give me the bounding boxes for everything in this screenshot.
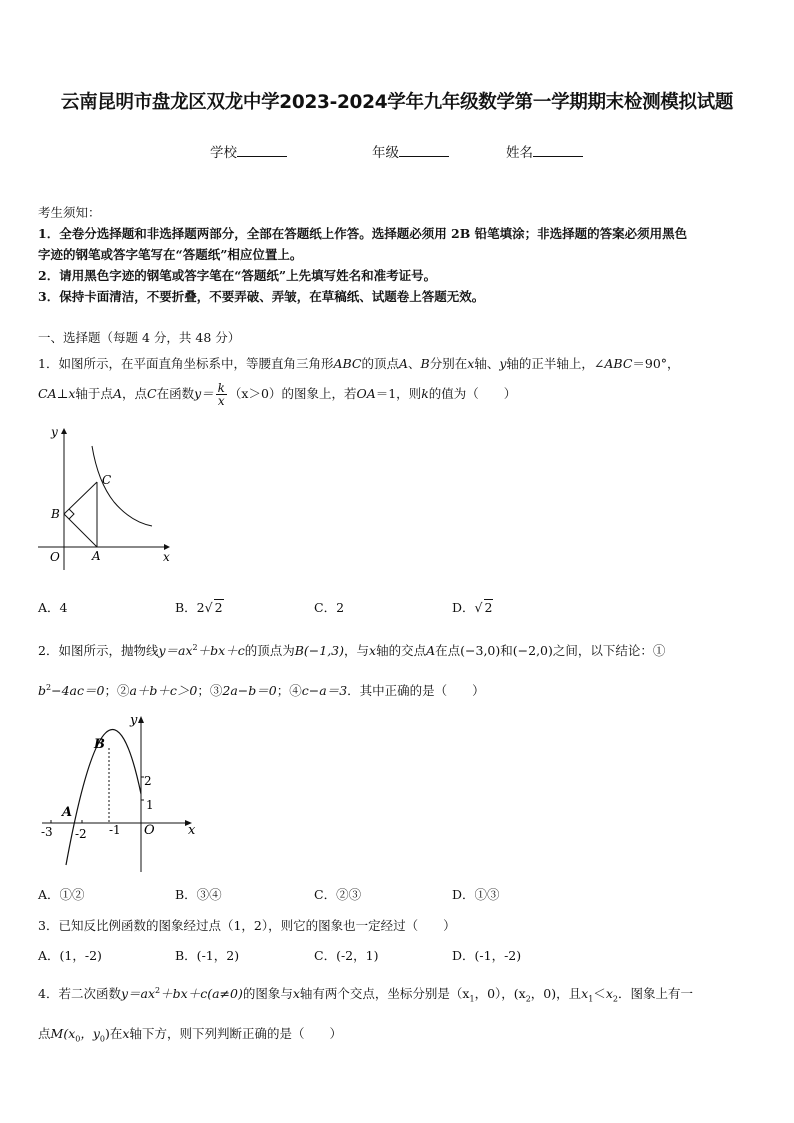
- q1-side-ba: [64, 514, 97, 547]
- q4-sub: 2: [525, 994, 531, 1004]
- q1-angle: ABC: [604, 356, 633, 371]
- q1-point-c: C: [146, 386, 157, 401]
- q1-option-d[interactable]: D．√ 2: [452, 600, 493, 615]
- q1-option-d-prefix: D．: [452, 600, 475, 615]
- q4-text: 轴下方，则下列判断正确的是（ ）: [129, 1026, 342, 1041]
- q2-function-rest: ＋bx＋c: [197, 643, 245, 658]
- q1-line-1: [38, 354, 680, 372]
- q4-text: ＜: [593, 986, 606, 1001]
- school-blank: [237, 143, 287, 157]
- q3-stem: 3．已知反比例函数的图象经过点（1，2），则它的图象也一定经过（ ）: [38, 918, 456, 933]
- q4-function-rest: ＋bx＋c(a≠0): [160, 986, 243, 1001]
- q2-option-b[interactable]: B．③④: [175, 887, 222, 902]
- q1-label-x: x: [163, 550, 170, 564]
- q1-text: 分别在: [429, 356, 468, 371]
- q4-x: x: [122, 1026, 130, 1041]
- q2-option-d[interactable]: D．①③: [452, 887, 500, 902]
- q1-text: ，点: [121, 386, 147, 401]
- q2-expr-4: c−a＝3: [301, 683, 348, 698]
- q2-label-x: x: [188, 823, 196, 838]
- q4-sub: 2: [612, 994, 618, 1004]
- q4-text: ．图象上有一: [617, 986, 693, 1001]
- q1-condition: （x＞0）: [228, 386, 282, 401]
- q2-vertex: B(−1,3): [294, 643, 345, 658]
- q1-text: ⊥: [56, 386, 69, 401]
- q1-text: ＝1，则: [375, 386, 422, 401]
- q4-sub: 0: [75, 1034, 81, 1044]
- q4-coord: (x: [63, 1026, 76, 1041]
- q1-label-o: O: [50, 550, 60, 564]
- q2-text: 和: [500, 643, 513, 658]
- q2-text: ，与: [344, 643, 370, 658]
- q4-x: x: [292, 986, 300, 1001]
- q2-expr-2: a＋b＋c＞0: [129, 683, 198, 698]
- q1-numerator: k: [217, 381, 225, 395]
- q2-line-2: [38, 681, 485, 699]
- page-title: 云南昆明市盘龙区双龙中学2023-2024学年九年级数学第一学期期末检测模拟试题: [60, 92, 734, 113]
- q4-coord: ，y: [80, 1026, 100, 1041]
- q1-option-b[interactable]: B．2√ 2: [175, 600, 223, 615]
- notice-item-2: 2．请用黑色字迹的钢笔或答字笔在“答题纸”上先填写姓名和准考证号。: [38, 268, 437, 283]
- q2-option-a[interactable]: A．①②: [38, 887, 85, 902]
- q2-tick-label-p2: 2: [144, 774, 152, 788]
- q4-function: y＝ax: [120, 986, 156, 1001]
- q4-text: 的图象与: [242, 986, 293, 1001]
- q1-option-a[interactable]: A．4: [38, 600, 68, 615]
- q2-label-a: A: [62, 805, 73, 820]
- q1-label-y: y: [51, 425, 58, 439]
- q4-point-m: M: [50, 1026, 64, 1041]
- q4-line-2: [38, 1024, 342, 1044]
- q1-text: 1．如图所示，在平面直角坐标系中，等腰直角三角形: [38, 356, 334, 371]
- q4-text: 4．若二次函数: [38, 986, 121, 1001]
- school-field: [210, 141, 287, 161]
- q2-figure: [36, 710, 206, 875]
- q1-option-b-prefix: B．2: [175, 600, 205, 615]
- notice-heading: 考生须知：: [38, 205, 101, 220]
- q1-y: y: [499, 356, 507, 371]
- q4-x2: x: [605, 986, 613, 1001]
- q1-oa: OA: [356, 386, 376, 401]
- q2-y-arrow: [138, 716, 144, 723]
- q2-label-b: B: [94, 737, 105, 752]
- q4-text: 在: [109, 1026, 123, 1041]
- q4-sub: 1: [469, 994, 475, 1004]
- q1-x: x: [467, 356, 475, 371]
- q2-expr-b: b: [38, 683, 47, 698]
- grade-blank: [399, 143, 449, 157]
- q3-option-c[interactable]: C．(-2，1): [314, 948, 379, 963]
- q2-point-1: (−3,0): [460, 643, 501, 658]
- q2-text: ；②: [104, 683, 130, 698]
- q1-label-b: B: [51, 507, 60, 521]
- q2-text: ；③: [197, 683, 223, 698]
- q2-text: 的顶点为: [244, 643, 295, 658]
- grade-label: 年级: [372, 145, 399, 161]
- q4-text: ，0），(x: [474, 986, 526, 1001]
- q4-sub: 0: [99, 1034, 106, 1044]
- q2-exponent: 2: [192, 642, 198, 652]
- q2-tick-label-m1: -1: [109, 823, 121, 837]
- notice-item-1: 1．全卷分选择题和非选择题两部分，全部在答题纸上作答。选择题必须用 2B 铅笔填涂；非选择题的答案必须用黑色: [38, 226, 688, 241]
- q4-text: 轴有两个交点，坐标分别是（x: [299, 986, 470, 1001]
- q2-function: y＝ax: [158, 643, 193, 658]
- q4-sub: 1: [588, 994, 594, 1004]
- q2-text: ．其中正确的是（ ）: [347, 683, 485, 698]
- q1-text: 在函数: [156, 386, 195, 401]
- q1-text: 的图象上，若: [281, 386, 357, 401]
- q1-label-c: C: [102, 473, 112, 487]
- q3-option-b[interactable]: B．(-1，2): [175, 948, 240, 963]
- q1-y-arrow: [61, 428, 67, 434]
- q1-text: 轴、: [474, 356, 500, 371]
- q2-text: ；④: [276, 683, 302, 698]
- q2-label-y: y: [130, 713, 138, 728]
- q1-fraction: [216, 382, 227, 407]
- q2-tick-label-p1: 1: [146, 798, 154, 812]
- q4-text: ，0)，且: [530, 986, 582, 1001]
- q3-option-d[interactable]: D．(-1，-2): [452, 948, 522, 963]
- q1-text: 轴的正半轴上，∠: [506, 356, 605, 371]
- q1-text: 、: [408, 356, 421, 371]
- q2-point-2: (−2,0): [512, 643, 553, 658]
- q2-text: 在点: [435, 643, 461, 658]
- q1-label-a: A: [92, 549, 101, 563]
- q1-right-angle-mark: [69, 509, 74, 519]
- q2-point-a: A: [426, 643, 436, 658]
- q1-triangle: ABC: [333, 356, 362, 371]
- school-label: 学校: [210, 145, 237, 161]
- q1-text: 的顶点: [361, 356, 399, 371]
- q1-option-c[interactable]: C．2: [314, 600, 345, 615]
- q4-coord: ): [105, 1026, 110, 1041]
- q2-label-o: O: [144, 823, 155, 838]
- q2-expr-1: −4ac＝0: [51, 683, 105, 698]
- q1-point-b: B: [420, 356, 430, 371]
- q1-point-a: A: [112, 386, 122, 401]
- q1-line-2: [38, 382, 516, 407]
- q2-line-1: [38, 641, 665, 659]
- q1-text: 轴于点: [75, 386, 113, 401]
- section-heading: 一、选择题（每题 4 分，共 48 分）: [38, 330, 241, 345]
- q4-line-1: [38, 984, 693, 1004]
- q1-point-a: A: [399, 356, 409, 371]
- q4-exponent: 2: [155, 985, 161, 995]
- q1-hyperbola: [92, 446, 152, 526]
- q2-text: 轴的交点: [376, 643, 427, 658]
- q1-text: 的值为（ ）: [428, 386, 517, 401]
- q1-figure: [36, 422, 176, 572]
- q2-tick-label-m3: -3: [41, 825, 53, 839]
- q1-function: y＝: [194, 386, 214, 401]
- q2-text: 之间，以下结论：①: [552, 643, 666, 658]
- q1-denominator: x: [217, 394, 225, 408]
- grade-field: [372, 141, 449, 161]
- q2-tick-label-m2: -2: [75, 827, 87, 841]
- q2-option-c[interactable]: C．②③: [314, 887, 362, 902]
- notice-item-3: 3．保持卡面清洁，不要折叠，不要弄破、弄皱，在草稿纸、试题卷上答题无效。: [38, 289, 485, 304]
- q4-text: 点: [38, 1026, 51, 1041]
- q1-option-b-radicand: 2: [214, 600, 223, 615]
- q2-text: 2．如图所示，抛物线: [38, 643, 159, 658]
- q2-exponent: 2: [46, 682, 52, 692]
- name-label: 姓名: [506, 145, 533, 161]
- q2-expr-3: 2a−b＝0: [222, 683, 277, 698]
- q3-option-a[interactable]: A．(1，-2): [38, 948, 102, 963]
- q2-x: x: [369, 643, 377, 658]
- q4-x1: x: [581, 986, 589, 1001]
- q1-text: ＝90°，: [632, 356, 680, 371]
- q1-ca: CA: [38, 386, 57, 401]
- notice-item-1-cont: 字迹的钢笔或答字笔写在“答题纸”相应位置上。: [38, 247, 303, 262]
- name-field: [506, 141, 583, 161]
- q1-option-d-radicand: 2: [484, 600, 493, 615]
- q1-k: k: [421, 386, 429, 401]
- name-blank: [533, 143, 583, 157]
- q1-x: x: [68, 386, 76, 401]
